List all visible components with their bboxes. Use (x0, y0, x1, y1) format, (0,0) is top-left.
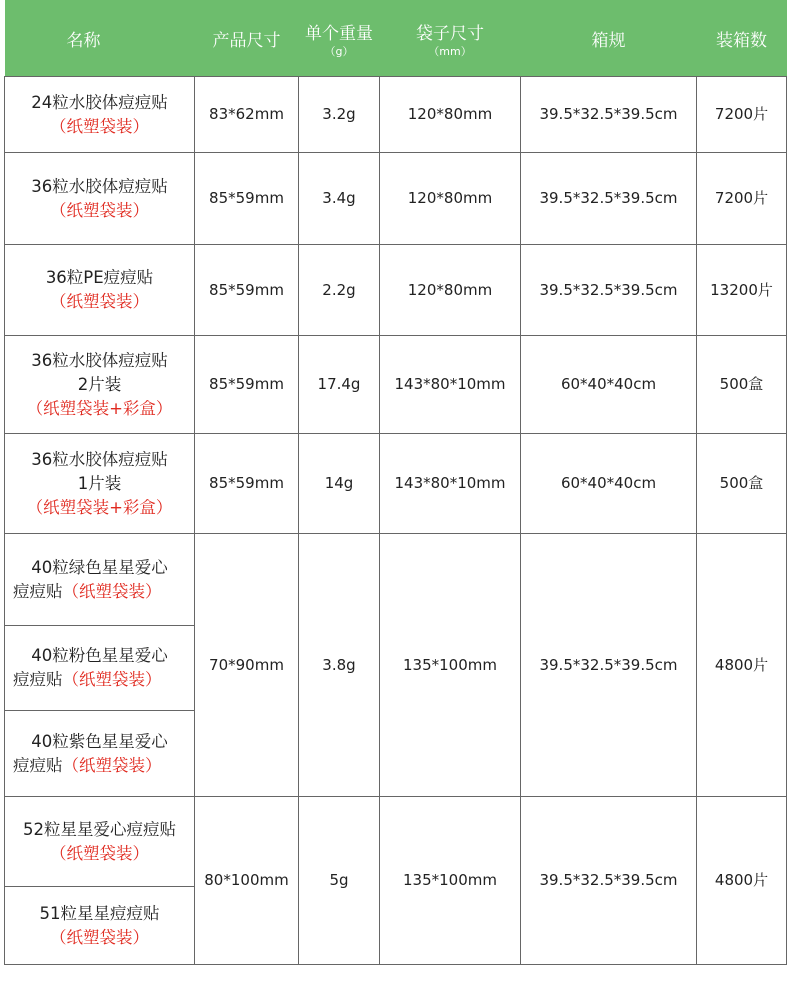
product-spec-table (4, 0, 787, 965)
qty-cell: 7200片 (697, 153, 787, 245)
packaging-note: （纸塑袋装+彩盒） (26, 398, 173, 418)
product-variant: 1片装 (77, 473, 122, 493)
product-name-cell (5, 434, 195, 534)
weight-cell: 3.2g (299, 77, 380, 153)
header-bag-unit: （mm） (428, 44, 472, 58)
header-name: 名称 (5, 0, 195, 77)
weight-cell: 5g (299, 797, 380, 965)
packaging-note: （纸塑袋装） (62, 670, 162, 689)
header-weight-label: 单个重量 (305, 23, 373, 44)
table-row (5, 336, 787, 434)
header-bag-label: 袋子尺寸 (416, 23, 484, 44)
size-cell: 83*62mm (195, 77, 299, 153)
product-name: 36粒水胶体痘痘贴 (31, 449, 168, 469)
packaging-note: （纸塑袋装） (50, 116, 149, 136)
qty-cell: 7200片 (697, 77, 787, 153)
packaging-note: （纸塑袋装+彩盒） (26, 497, 173, 517)
bag-cell: 135*100mm (380, 534, 521, 797)
box-cell: 60*40*40cm (521, 434, 697, 534)
table-row (5, 245, 787, 336)
table-row (5, 434, 787, 534)
header-row (5, 0, 787, 77)
header-qty: 装箱数 (697, 0, 787, 77)
box-cell: 60*40*40cm (521, 336, 697, 434)
bag-cell: 120*80mm (380, 153, 521, 245)
bag-cell: 143*80*10mm (380, 434, 521, 534)
weight-cell: 17.4g (299, 336, 380, 434)
packaging-note: （纸塑袋装） (50, 292, 149, 311)
product-name: 40粒紫色星星爱心 (31, 731, 168, 751)
size-cell: 85*59mm (195, 245, 299, 336)
product-name: 24粒水胶体痘痘贴 (31, 92, 168, 112)
product-name-cell (5, 887, 195, 965)
bag-cell: 120*80mm (380, 77, 521, 153)
product-name-cell (5, 336, 195, 434)
qty-cell: 4800片 (697, 534, 787, 797)
product-variant: 2片装 (77, 374, 122, 394)
product-name-cont: 痘痘贴 (13, 581, 63, 601)
packaging-note: （纸塑袋装） (62, 755, 162, 775)
product-name: 36粒PE痘痘贴 (45, 268, 154, 287)
weight-cell: 2.2g (299, 245, 380, 336)
spec-table-wrapper (4, 0, 786, 965)
product-name: 51粒星星痘痘贴 (39, 903, 160, 923)
qty-cell: 4800片 (697, 797, 787, 965)
box-cell: 39.5*32.5*39.5cm (521, 153, 697, 245)
qty-cell: 500盒 (697, 434, 787, 534)
size-cell: 80*100mm (195, 797, 299, 965)
size-cell: 70*90mm (195, 534, 299, 797)
product-name-cell (5, 534, 195, 626)
table-row (5, 77, 787, 153)
packaging-note: （纸塑袋装） (62, 581, 162, 601)
product-name-cont: 痘痘贴 (13, 670, 63, 689)
table-row (5, 153, 787, 245)
packaging-note: （纸塑袋装） (50, 927, 149, 947)
product-name-cont: 痘痘贴 (13, 755, 63, 775)
product-name-cell (5, 245, 195, 336)
header-bag (380, 0, 521, 77)
header-size: 产品尺寸 (195, 0, 299, 77)
box-cell: 39.5*32.5*39.5cm (521, 77, 697, 153)
table-row (5, 797, 787, 887)
size-cell: 85*59mm (195, 434, 299, 534)
header-weight-unit: （g） (324, 44, 354, 58)
weight-cell: 3.4g (299, 153, 380, 245)
product-name: 40粒粉色星星爱心 (31, 646, 168, 665)
box-cell: 39.5*32.5*39.5cm (521, 797, 697, 965)
weight-cell: 14g (299, 434, 380, 534)
product-name-cell (5, 711, 195, 797)
box-cell: 39.5*32.5*39.5cm (521, 534, 697, 797)
header-box: 箱规 (521, 0, 697, 77)
weight-cell: 3.8g (299, 534, 380, 797)
product-name-cell (5, 626, 195, 711)
size-cell: 85*59mm (195, 153, 299, 245)
packaging-note: （纸塑袋装） (50, 200, 149, 220)
product-name-cell (5, 77, 195, 153)
table-row (5, 534, 787, 626)
product-name: 52粒星星爱心痘痘贴 (23, 819, 176, 839)
product-name: 36粒水胶体痘痘贴 (31, 176, 168, 196)
qty-cell: 500盒 (697, 336, 787, 434)
product-name-cell (5, 153, 195, 245)
size-cell: 85*59mm (195, 336, 299, 434)
qty-cell: 13200片 (697, 245, 787, 336)
product-name: 40粒绿色星星爱心 (31, 557, 168, 577)
bag-cell: 120*80mm (380, 245, 521, 336)
header-weight (299, 0, 380, 77)
bag-cell: 135*100mm (380, 797, 521, 965)
product-name: 36粒水胶体痘痘贴 (31, 350, 168, 370)
packaging-note: （纸塑袋装） (50, 843, 149, 863)
box-cell: 39.5*32.5*39.5cm (521, 245, 697, 336)
product-name-cell (5, 797, 195, 887)
bag-cell: 143*80*10mm (380, 336, 521, 434)
